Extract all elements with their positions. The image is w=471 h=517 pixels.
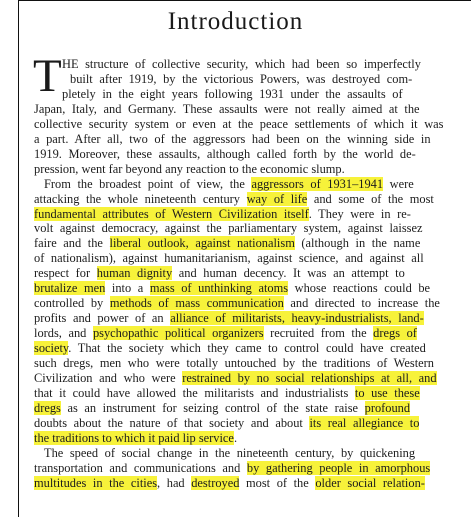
text-line (34, 236, 468, 250)
highlighted-phrase: fundamental attributes of Western Civilization itself (34, 206, 309, 221)
page-title: Introduction (167, 8, 304, 35)
text-line (34, 72, 471, 86)
text-run: . They were in re- (308, 206, 411, 221)
text-run: of nationalism), against humanitarianism, against science, and against all (34, 251, 424, 266)
text-line (34, 371, 468, 385)
text-run: Civilization and who were (34, 370, 183, 385)
text-run: and some of the most (307, 191, 434, 206)
page-border-left (18, 0, 19, 517)
text-run: faire and the (34, 236, 110, 251)
text-run: pletely in the eight years following 1931 under the assaults of (62, 86, 403, 101)
text-line (34, 461, 468, 475)
text-line (34, 311, 468, 325)
text-line (34, 162, 468, 176)
highlighted-phrase: by gathering people in amorphous (246, 460, 431, 475)
text-run: and directed to increase the (283, 296, 440, 311)
text-line (34, 341, 468, 355)
text-line (34, 476, 468, 490)
text-line (34, 446, 471, 460)
text-line (34, 117, 468, 131)
highlighted-phrase: multitudes in the cities (34, 475, 158, 490)
text-run: whose reactions could be (288, 281, 431, 296)
text-run: were (383, 176, 414, 191)
text-run: that it could have allowed the militarists and industrialists (34, 385, 355, 400)
highlighted-phrase: restrained by no social relationships at all, and (182, 370, 437, 385)
text-run: Japan, Italy, and Germany. These assaults were not really aimed at the (34, 101, 420, 116)
text-line (34, 192, 468, 206)
text-run: volt against democracy, against the parliamentary system, against laissez (34, 221, 423, 236)
highlighted-phrase: profound (364, 400, 411, 415)
text-run: and human decency. It was an attempt to (172, 266, 405, 281)
text-line (34, 57, 471, 71)
text-run: . (233, 430, 238, 445)
highlighted-phrase: liberal outlook, against nationalism (109, 236, 295, 251)
text-run: respect for (34, 266, 97, 281)
text-run: pression, went far beyond any reaction to the economic slump. (34, 161, 345, 176)
text-run: . That the society which they came to control could have created (68, 341, 426, 356)
text-line (34, 266, 468, 280)
highlighted-phrase: older social relation- (315, 475, 425, 490)
highlighted-phrase: dregs (34, 400, 61, 415)
text-run: recruited from the (263, 326, 374, 341)
highlighted-phrase: society (34, 341, 69, 356)
text-run: profits and power of an (34, 311, 171, 326)
highlighted-phrase: psychopathic political organizers (92, 326, 264, 341)
text-run: most of the (239, 475, 316, 490)
text-run: HE structure of collective security, which had been so imperfectly (62, 57, 421, 71)
text-run: The speed of social change in the nineteenth century, by quickening (44, 445, 416, 460)
text-run: (although in the name (294, 236, 421, 251)
text-line (34, 147, 468, 161)
text-run: lords, and (34, 326, 93, 341)
highlighted-phrase: human dignity (96, 266, 173, 281)
text-line (34, 281, 468, 295)
text-line (34, 251, 468, 265)
text-run: collective security system or even at the peace settlements of which it was (34, 116, 444, 131)
text-line (34, 132, 468, 146)
highlighted-phrase: alliance of militarists, heavy-industrialists, land- (170, 311, 424, 326)
text-run: built after 1919, by the victorious Powers, was destroyed com- (70, 71, 413, 86)
text-run: attacking the whole nineteenth century (34, 191, 247, 206)
highlighted-phrase: brutalize men (34, 281, 106, 296)
text-run: into a (105, 281, 150, 296)
text-line (34, 296, 468, 310)
text-run: 1919. Moreover, these assaults, although called forth by the world de- (34, 146, 416, 161)
highlighted-phrase: aggressors of 1931–1941 (251, 176, 384, 191)
text-line (34, 87, 471, 101)
highlighted-phrase: methods of mass communication (109, 296, 284, 311)
text-line (34, 431, 468, 445)
highlighted-phrase: mass of unthinking atoms (149, 281, 289, 296)
page-border-top (18, 0, 471, 1)
text-run: From the broadest point of view, the (44, 176, 252, 191)
text-run: as an instrument for seizing control of the state raise (60, 400, 365, 415)
text-run: such dregs, men who were totally untouched by the traditions of Western (34, 356, 434, 370)
text-line (34, 221, 468, 235)
text-run: doubts about the nature of that society and about (34, 415, 310, 430)
text-line (34, 177, 471, 191)
text-line (34, 207, 468, 221)
highlighted-phrase: destroyed (191, 475, 240, 490)
text-run: transportation and communications and (34, 460, 247, 475)
text-run: a part. After all, two of the aggressors had been on the winning side in (34, 131, 431, 146)
highlighted-phrase: way of life (246, 191, 308, 206)
text-run: controlled by (34, 296, 110, 311)
text-line (34, 356, 468, 370)
text-line (34, 386, 468, 400)
text-run: , had (157, 475, 192, 490)
highlighted-phrase: dregs of (373, 326, 417, 341)
highlighted-phrase: the traditions to which it paid lip service (34, 430, 234, 445)
text-line (34, 102, 468, 116)
text-line (34, 401, 468, 415)
text-line (34, 326, 468, 340)
highlighted-phrase: its real allegiance to (309, 415, 420, 430)
drop-cap: T (33, 50, 62, 102)
text-line (34, 416, 468, 430)
highlighted-phrase: to use these (354, 385, 420, 400)
